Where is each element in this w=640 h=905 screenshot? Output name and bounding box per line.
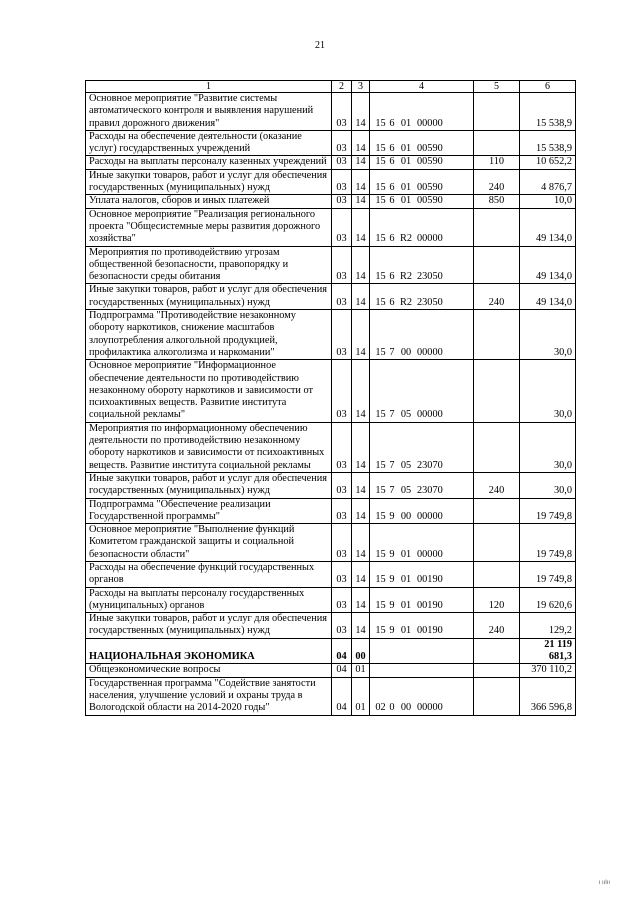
- table-row: [86, 208, 576, 246]
- row-expense-type-code: [474, 360, 520, 422]
- table-body: [86, 81, 576, 716]
- code-direction: 00590: [417, 143, 443, 155]
- table-row: [86, 587, 576, 613]
- row-amount: 49 134,0: [520, 284, 576, 310]
- row-target-article-code: [370, 310, 474, 360]
- row-description: Иные закупки товаров, работ и услуг для обеспечения государственных (муниципальных) нужд: [86, 284, 332, 310]
- row-target-article-code: [370, 472, 474, 498]
- row-amount: 15 538,9: [520, 130, 576, 156]
- row-expense-type-code: [474, 246, 520, 284]
- table-header-row: [86, 81, 576, 93]
- row-amount: 19 620,6: [520, 587, 576, 613]
- row-description: Расходы на обеспечение функций государственных органов: [86, 561, 332, 587]
- code-subprogram: 6: [389, 195, 395, 207]
- header-col-3: 3: [352, 81, 370, 93]
- code-direction: 23050: [417, 271, 443, 283]
- row-subsection-code: 14: [352, 524, 370, 562]
- row-target-article-code: [370, 664, 474, 677]
- code-subprogram: 6: [389, 296, 395, 308]
- row-section-code: 03: [332, 93, 352, 131]
- code-program: 15: [375, 143, 386, 155]
- row-target-article-code: [370, 561, 474, 587]
- row-description: Уплата налогов, сборов и иных платежей: [86, 195, 332, 208]
- row-target-article-code: [370, 638, 474, 664]
- code-direction: 00000: [417, 510, 443, 522]
- code-subprogram: 6: [389, 156, 395, 168]
- row-subsection-code: 14: [352, 613, 370, 639]
- row-subsection-code: 14: [352, 156, 370, 169]
- row-subsection-code: 14: [352, 208, 370, 246]
- code-program: 15: [375, 233, 386, 245]
- code-direction: 00000: [417, 117, 443, 129]
- code-activity: 01: [400, 574, 412, 586]
- row-target-article-code: [370, 130, 474, 156]
- budget-table: [85, 80, 576, 716]
- code-direction: 00000: [417, 233, 443, 245]
- row-target-article-code: [370, 677, 474, 715]
- code-subprogram: 6: [389, 143, 395, 155]
- table-row: [86, 156, 576, 169]
- row-subsection-code: 14: [352, 472, 370, 498]
- table-row: [86, 169, 576, 195]
- code-subprogram: 7: [389, 485, 395, 497]
- row-subsection-code: 14: [352, 195, 370, 208]
- code-activity: 05: [400, 485, 412, 497]
- row-expense-type-code: [474, 422, 520, 472]
- row-description: Государственная программа "Содействие занятости населения, улучшение условий и охраны труда в Вологодской области на 2014-2020 годы": [86, 677, 332, 715]
- row-subsection-code: 14: [352, 246, 370, 284]
- row-description: Расходы на выплаты персоналу казенных учреждений: [86, 156, 332, 169]
- row-amount: 129,2: [520, 613, 576, 639]
- row-section-code: 03: [332, 360, 352, 422]
- row-expense-type-code: 850: [474, 195, 520, 208]
- row-target-article-code: [370, 524, 474, 562]
- row-section-code: 03: [332, 422, 352, 472]
- code-program: 15: [375, 510, 386, 522]
- code-program: 15: [375, 182, 386, 194]
- code-subprogram: 9: [389, 548, 395, 560]
- row-target-article-code: [370, 360, 474, 422]
- row-section-code: 03: [332, 208, 352, 246]
- row-target-article-code: [370, 498, 474, 524]
- code-activity: 01: [400, 625, 412, 637]
- code-activity: R2: [399, 296, 413, 308]
- code-subprogram: 7: [389, 459, 395, 471]
- code-direction: 00190: [417, 574, 443, 586]
- row-section-code: 03: [332, 130, 352, 156]
- table-row: [86, 664, 576, 677]
- code-activity: 01: [400, 548, 412, 560]
- row-target-article-code: [370, 156, 474, 169]
- code-subprogram: 9: [389, 625, 395, 637]
- row-description: Основное мероприятие "Выполнение функций Комитетом гражданской защиты и социальной безопасности области": [86, 524, 332, 562]
- code-subprogram: 7: [389, 346, 395, 358]
- row-description: Основное мероприятие "Развитие системы автоматического контроля и выявления нарушений правил дорожного движения": [86, 93, 332, 131]
- row-description: Мероприятия по информационному обеспечению деятельности по противодействию незаконному обороту наркотиков и зависимости от психоактивных веществ. Развитие института социальной рекламы: [86, 422, 332, 472]
- code-activity: 01: [400, 117, 412, 129]
- header-col-5: 5: [474, 81, 520, 93]
- row-amount: 49 134,0: [520, 208, 576, 246]
- code-activity: 05: [400, 409, 412, 421]
- row-expense-type-code: 240: [474, 613, 520, 639]
- row-target-article-code: [370, 208, 474, 246]
- code-activity: 01: [400, 143, 412, 155]
- row-expense-type-code: [474, 677, 520, 715]
- table-row: [86, 498, 576, 524]
- code-program: 15: [375, 156, 386, 168]
- row-expense-type-code: [474, 130, 520, 156]
- code-activity: R2: [399, 271, 413, 283]
- row-amount: 370 110,2: [520, 664, 576, 677]
- row-section-code: 03: [332, 587, 352, 613]
- code-program: 15: [375, 409, 386, 421]
- table-row: [86, 284, 576, 310]
- code-program: 15: [375, 346, 386, 358]
- table-row: [86, 613, 576, 639]
- code-program: 15: [375, 548, 386, 560]
- row-description: Иные закупки товаров, работ и услуг для обеспечения государственных (муниципальных) нужд: [86, 169, 332, 195]
- row-amount: 19 749,8: [520, 561, 576, 587]
- row-subsection-code: 14: [352, 422, 370, 472]
- row-expense-type-code: 110: [474, 156, 520, 169]
- row-subsection-code: 01: [352, 677, 370, 715]
- code-program: 02: [375, 702, 386, 714]
- row-expense-type-code: [474, 524, 520, 562]
- row-description: Общеэкономические вопросы: [86, 664, 332, 677]
- row-subsection-code: 14: [352, 587, 370, 613]
- row-target-article-code: [370, 613, 474, 639]
- row-expense-type-code: [474, 208, 520, 246]
- table-row: [86, 130, 576, 156]
- code-direction: 00000: [417, 702, 443, 714]
- row-section-code: 03: [332, 472, 352, 498]
- code-direction: 00590: [417, 195, 443, 207]
- row-target-article-code: [370, 93, 474, 131]
- code-subprogram: 6: [389, 233, 395, 245]
- table-row: [86, 360, 576, 422]
- code-program: 15: [375, 459, 386, 471]
- row-amount: 21 119 681,3: [520, 638, 576, 664]
- row-subsection-code: 14: [352, 130, 370, 156]
- code-activity: 01: [400, 195, 412, 207]
- row-section-code: 03: [332, 524, 352, 562]
- table-row: [86, 472, 576, 498]
- row-section-code: 03: [332, 169, 352, 195]
- table-row: [86, 310, 576, 360]
- table-row: [86, 195, 576, 208]
- table-row: [86, 246, 576, 284]
- row-expense-type-code: 240: [474, 472, 520, 498]
- code-subprogram: 6: [389, 271, 395, 283]
- table-row: [86, 422, 576, 472]
- row-amount: 30,0: [520, 310, 576, 360]
- table-row: [86, 524, 576, 562]
- table-row: [86, 93, 576, 131]
- row-section-code: 04: [332, 664, 352, 677]
- row-target-article-code: [370, 284, 474, 310]
- row-description: Расходы на обеспечение деятельности (оказание услуг) государственных учреждений: [86, 130, 332, 156]
- code-activity: 01: [400, 156, 412, 168]
- row-expense-type-code: 120: [474, 587, 520, 613]
- row-subsection-code: 14: [352, 360, 370, 422]
- row-description: Подпрограмма "Противодействие незаконному обороту наркотиков, снижение масштабов злоупотребления алкогольной продукцией, профилактика алкоголизма и наркомании": [86, 310, 332, 360]
- row-section-code: 04: [332, 638, 352, 664]
- row-amount: 30,0: [520, 472, 576, 498]
- code-subprogram: 6: [389, 117, 395, 129]
- row-target-article-code: [370, 169, 474, 195]
- code-subprogram: 7: [389, 409, 395, 421]
- row-section-code: 03: [332, 284, 352, 310]
- row-expense-type-code: [474, 561, 520, 587]
- code-direction: 23070: [417, 459, 443, 471]
- code-program: 15: [375, 625, 386, 637]
- code-activity: 00: [400, 510, 412, 522]
- code-program: 15: [375, 195, 386, 207]
- row-section-code: 03: [332, 561, 352, 587]
- code-program: 15: [375, 271, 386, 283]
- table-row: [86, 561, 576, 587]
- code-program: 15: [375, 574, 386, 586]
- row-description: Иные закупки товаров, работ и услуг для обеспечения государственных (муниципальных) нужд: [86, 472, 332, 498]
- code-program: 15: [375, 485, 386, 497]
- row-description: НАЦИОНАЛЬНАЯ ЭКОНОМИКА: [86, 638, 332, 664]
- row-expense-type-code: [474, 664, 520, 677]
- code-direction: 00000: [417, 548, 443, 560]
- row-section-code: 03: [332, 195, 352, 208]
- row-expense-type-code: 240: [474, 284, 520, 310]
- code-subprogram: 0: [389, 702, 395, 714]
- row-target-article-code: [370, 587, 474, 613]
- row-section-code: 03: [332, 498, 352, 524]
- row-amount: 19 749,8: [520, 498, 576, 524]
- code-direction: 00000: [417, 409, 443, 421]
- row-expense-type-code: 240: [474, 169, 520, 195]
- row-subsection-code: 01: [352, 664, 370, 677]
- code-direction: 00590: [417, 156, 443, 168]
- code-subprogram: 9: [389, 510, 395, 522]
- row-section-code: 04: [332, 677, 352, 715]
- row-amount: 15 538,9: [520, 93, 576, 131]
- code-direction: 23050: [417, 296, 443, 308]
- row-subsection-code: 14: [352, 498, 370, 524]
- row-amount: 366 596,8: [520, 677, 576, 715]
- code-subprogram: 9: [389, 599, 395, 611]
- row-subsection-code: 14: [352, 310, 370, 360]
- row-expense-type-code: [474, 638, 520, 664]
- code-activity: 01: [400, 182, 412, 194]
- code-direction: 00190: [417, 625, 443, 637]
- header-col-1: 1: [86, 81, 332, 93]
- row-subsection-code: 14: [352, 561, 370, 587]
- code-activity: 00: [400, 346, 412, 358]
- code-activity: 01: [400, 599, 412, 611]
- code-direction: 00000: [417, 346, 443, 358]
- row-description: Мероприятия по противодействию угрозам общественной безопасности, правопорядку и безопасности среды обитания: [86, 246, 332, 284]
- row-section-code: 03: [332, 613, 352, 639]
- table-row: [86, 638, 576, 664]
- code-subprogram: 9: [389, 574, 395, 586]
- code-direction: 00190: [417, 599, 443, 611]
- row-description: Расходы на выплаты персоналу государственных (муниципальных) органов: [86, 587, 332, 613]
- code-activity: R2: [399, 233, 413, 245]
- row-amount: 4 876,7: [520, 169, 576, 195]
- code-program: 15: [375, 296, 386, 308]
- code-subprogram: 6: [389, 182, 395, 194]
- row-expense-type-code: [474, 498, 520, 524]
- footer-scan-mark: ı ıılıı: [598, 880, 610, 886]
- row-description: Основное мероприятие "Информационное обеспечение деятельности по противодействию незаконному обороту наркотиков и зависимости от психоактивных веществ. Развитие института социальной рекламы": [86, 360, 332, 422]
- row-section-code: 03: [332, 310, 352, 360]
- table-row: [86, 677, 576, 715]
- row-target-article-code: [370, 246, 474, 284]
- code-direction: 23070: [417, 485, 443, 497]
- row-amount: 30,0: [520, 360, 576, 422]
- row-amount: 10 652,2: [520, 156, 576, 169]
- code-activity: 00: [400, 702, 412, 714]
- header-col-2: 2: [332, 81, 352, 93]
- row-subsection-code: 00: [352, 638, 370, 664]
- row-subsection-code: 14: [352, 284, 370, 310]
- row-expense-type-code: [474, 310, 520, 360]
- row-subsection-code: 14: [352, 169, 370, 195]
- row-description: Основное мероприятие "Реализация регионального проекта "Общесистемные меры развития дорожного хозяйства": [86, 208, 332, 246]
- row-target-article-code: [370, 422, 474, 472]
- row-description: Иные закупки товаров, работ и услуг для обеспечения государственных (муниципальных) нужд: [86, 613, 332, 639]
- row-expense-type-code: [474, 93, 520, 131]
- row-subsection-code: 14: [352, 93, 370, 131]
- row-amount: 19 749,8: [520, 524, 576, 562]
- code-activity: 05: [400, 459, 412, 471]
- code-program: 15: [375, 599, 386, 611]
- header-col-6: 6: [520, 81, 576, 93]
- row-section-code: 03: [332, 156, 352, 169]
- code-program: 15: [375, 117, 386, 129]
- row-section-code: 03: [332, 246, 352, 284]
- header-col-4: 4: [370, 81, 474, 93]
- code-direction: 00590: [417, 182, 443, 194]
- page-number: 21: [315, 40, 325, 51]
- row-amount: 49 134,0: [520, 246, 576, 284]
- row-amount: 10,0: [520, 195, 576, 208]
- row-target-article-code: [370, 195, 474, 208]
- row-description: Подпрограмма "Обеспечение реализации Государственной программы": [86, 498, 332, 524]
- row-amount: 30,0: [520, 422, 576, 472]
